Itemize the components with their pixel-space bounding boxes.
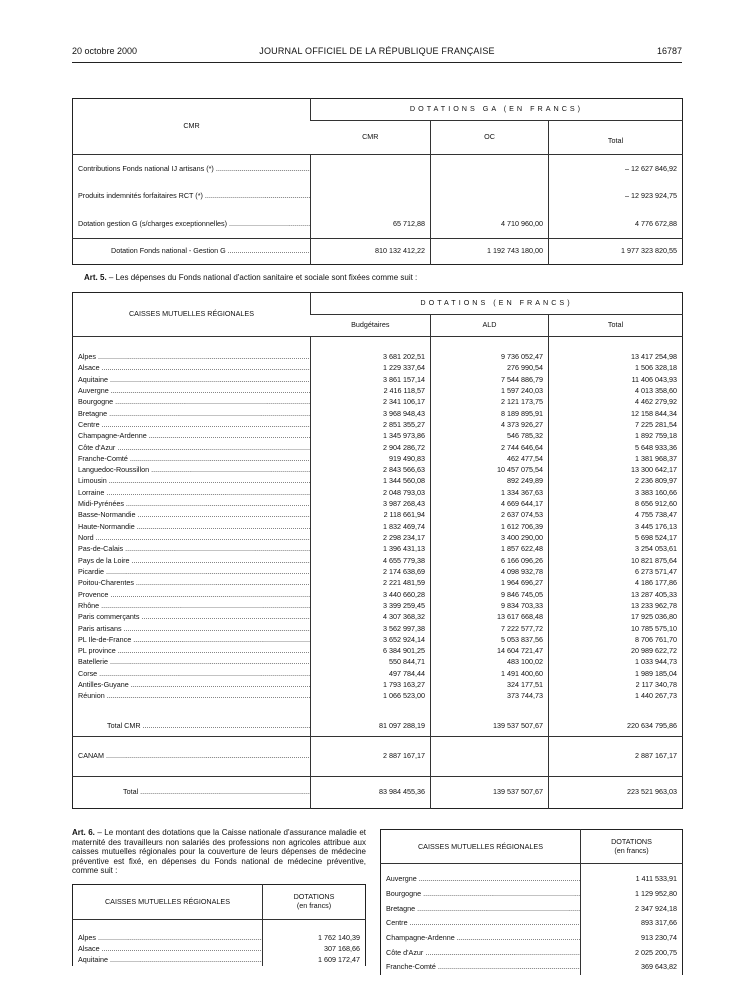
cell: 8 706 761,70 bbox=[549, 634, 683, 645]
table-row bbox=[73, 646, 683, 657]
cell: 8 656 912,60 bbox=[549, 499, 683, 510]
row-label: Produits indemnités forfaitaires RCT (*) ..... bbox=[73, 183, 311, 210]
table-row bbox=[73, 374, 683, 385]
row-label: Franche-Comté ..... bbox=[73, 453, 311, 464]
cell: 276 990,54 bbox=[431, 363, 549, 374]
table-row bbox=[381, 960, 683, 975]
article-number: Art. 5. bbox=[84, 273, 107, 282]
table-row bbox=[73, 657, 683, 668]
cell: 3 399 259,45 bbox=[311, 600, 431, 611]
table-row bbox=[73, 465, 683, 476]
table-row bbox=[73, 442, 683, 453]
row-label: Pays de la Loire ..... bbox=[73, 555, 311, 566]
cell: – 12 923 924,75 bbox=[549, 183, 683, 210]
cell: 4 307 368,32 bbox=[311, 612, 431, 623]
cell: 307 168,66 bbox=[263, 944, 366, 955]
table-row bbox=[73, 555, 683, 566]
cell: 546 785,32 bbox=[431, 431, 549, 442]
table-row bbox=[381, 901, 683, 916]
row-label: Poitou-Charentes ..... bbox=[73, 578, 311, 589]
table-row bbox=[73, 453, 683, 464]
cell: 1 411 533,91 bbox=[581, 872, 683, 887]
table-fnass-dotations bbox=[72, 292, 683, 809]
row-label: Antilles-Guyane ..... bbox=[73, 680, 311, 691]
column-header-caisses: CAISSES MUTUELLES RÉGIONALES bbox=[128, 309, 255, 319]
column-header-unit: (en francs) bbox=[296, 900, 332, 910]
table-row bbox=[73, 944, 366, 955]
table-row bbox=[381, 946, 683, 961]
cell: 2 843 566,63 bbox=[311, 465, 431, 476]
table-row bbox=[73, 634, 683, 645]
table-row bbox=[381, 887, 683, 902]
table-row bbox=[73, 363, 683, 374]
table-row bbox=[73, 600, 683, 611]
cell: 4 669 644,17 bbox=[431, 499, 549, 510]
row-label: Champagne-Ardenne ..... bbox=[73, 431, 311, 442]
cell: 10 785 575,10 bbox=[549, 623, 683, 634]
cell: 8 189 895,91 bbox=[431, 408, 549, 419]
cell: 6 273 571,47 bbox=[549, 567, 683, 578]
cell: 373 744,73 bbox=[431, 691, 549, 702]
column-header-title: DOTATIONS bbox=[611, 837, 652, 847]
canam-label: CANAM ..... bbox=[73, 736, 311, 776]
row-label: Limousin ..... bbox=[73, 476, 311, 487]
cell: 13 617 668,48 bbox=[431, 612, 549, 623]
row-label: Côte d'Azur ..... bbox=[73, 442, 311, 453]
cell: 2 744 646,64 bbox=[431, 442, 549, 453]
cell: 1 977 323 820,55 bbox=[549, 239, 683, 265]
table-row bbox=[73, 419, 683, 430]
grand-total-label: Total ..... bbox=[73, 776, 311, 808]
table-medecine-preventive-left bbox=[72, 884, 366, 966]
cell: 497 784,44 bbox=[311, 668, 431, 679]
table-row bbox=[73, 589, 683, 600]
table-medecine-preventive-right bbox=[380, 829, 683, 975]
row-label: Provence ..... bbox=[73, 589, 311, 600]
column-header: CMR bbox=[362, 132, 379, 142]
cell: 3 968 948,43 bbox=[311, 408, 431, 419]
row-label: Picardie ..... bbox=[73, 567, 311, 578]
header-rule bbox=[72, 62, 682, 63]
cell: 4 098 932,78 bbox=[431, 567, 549, 578]
cell: 3 440 660,28 bbox=[311, 589, 431, 600]
table-row bbox=[73, 431, 683, 442]
cell: 10 821 875,64 bbox=[549, 555, 683, 566]
cell: 1 334 367,63 bbox=[431, 487, 549, 498]
table-row bbox=[73, 352, 683, 363]
cell: 13 417 254,98 bbox=[549, 352, 683, 363]
row-label: Côte d'Azur ..... bbox=[381, 946, 581, 961]
cell: 2 025 200,75 bbox=[581, 946, 683, 961]
cell bbox=[311, 155, 431, 183]
cell: 3 400 290,00 bbox=[431, 533, 549, 544]
cell: 1 762 140,39 bbox=[263, 932, 366, 943]
cell: 1 857 622,48 bbox=[431, 544, 549, 555]
row-label: Pas-de-Calais ..... bbox=[73, 544, 311, 555]
cell: 3 861 157,14 bbox=[311, 374, 431, 385]
row-label: Basse-Normandie ..... bbox=[73, 510, 311, 521]
cell: 1 989 185,04 bbox=[549, 668, 683, 679]
column-header-unit: (en francs) bbox=[614, 845, 649, 855]
cell: 14 604 721,47 bbox=[431, 646, 549, 657]
cell: 7 544 886,79 bbox=[431, 374, 549, 385]
cell: 4 373 926,27 bbox=[431, 419, 549, 430]
cell: 7 225 281,54 bbox=[549, 419, 683, 430]
column-header: Total bbox=[549, 121, 683, 155]
row-label: Haute-Normandie ..... bbox=[73, 521, 311, 532]
cell: 2 887 167,17 bbox=[549, 736, 683, 776]
cell: 1 396 431,13 bbox=[311, 544, 431, 555]
table-row bbox=[73, 487, 683, 498]
cell: 4 186 177,86 bbox=[549, 578, 683, 589]
cell: 4 655 779,38 bbox=[311, 555, 431, 566]
table-row bbox=[73, 408, 683, 419]
cell: 1 066 523,00 bbox=[311, 691, 431, 702]
cell: 550 844,71 bbox=[311, 657, 431, 668]
cell: 1 964 696,27 bbox=[431, 578, 549, 589]
cell: 3 383 160,66 bbox=[549, 487, 683, 498]
cell: 1 506 328,18 bbox=[549, 363, 683, 374]
cell: 369 643,82 bbox=[581, 960, 683, 975]
cell: 1 345 973,86 bbox=[311, 431, 431, 442]
cell: 2 236 809,97 bbox=[549, 476, 683, 487]
cell: 20 989 622,72 bbox=[549, 646, 683, 657]
table-row bbox=[381, 931, 683, 946]
cell: 2 904 286,72 bbox=[311, 442, 431, 453]
table-row bbox=[73, 499, 683, 510]
row-label: Auvergne ..... bbox=[73, 386, 311, 397]
cell bbox=[431, 155, 549, 183]
row-label: Midi-Pyrénées ..... bbox=[73, 499, 311, 510]
table-row bbox=[73, 397, 683, 408]
cell: 1 612 706,39 bbox=[431, 521, 549, 532]
column-header-dotations bbox=[263, 885, 366, 920]
cell: 3 445 176,13 bbox=[549, 521, 683, 532]
table-row bbox=[381, 916, 683, 931]
table-row bbox=[73, 510, 683, 521]
cell: 2 887 167,17 bbox=[311, 736, 431, 776]
table-row bbox=[73, 386, 683, 397]
cell: 2 117 340,78 bbox=[549, 680, 683, 691]
cell: 1 229 337,64 bbox=[311, 363, 431, 374]
column-header: OC bbox=[431, 121, 549, 155]
table-row bbox=[381, 872, 683, 887]
header-journal-title: JOURNAL OFFICIEL DE LA RÉPUBLIQUE FRANÇAISE bbox=[259, 46, 495, 56]
table-row bbox=[73, 691, 683, 702]
row-label: Centre ..... bbox=[381, 916, 581, 931]
row-label: Bourgogne ..... bbox=[73, 397, 311, 408]
table-dotations-ga bbox=[72, 98, 683, 265]
row-label: Paris commerçants ..... bbox=[73, 612, 311, 623]
cell: 810 132 412,22 bbox=[311, 239, 431, 265]
cell: 4 776 672,88 bbox=[549, 210, 683, 239]
cell: 2 341 106,17 bbox=[311, 397, 431, 408]
table-row bbox=[73, 612, 683, 623]
cell: 65 712,88 bbox=[311, 210, 431, 239]
cell: 17 925 036,80 bbox=[549, 612, 683, 623]
cell: 913 230,74 bbox=[581, 931, 683, 946]
table-row bbox=[73, 544, 683, 555]
column-header: Budgétaires bbox=[351, 320, 390, 330]
column-header-title: DOTATIONS bbox=[293, 892, 335, 902]
cell: 1 609 172,47 bbox=[263, 955, 366, 966]
cell: 220 634 795,86 bbox=[549, 716, 683, 736]
cell: 1 793 163,27 bbox=[311, 680, 431, 691]
cell: 4 462 279,92 bbox=[549, 397, 683, 408]
cell: 324 177,51 bbox=[431, 680, 549, 691]
page-header bbox=[72, 46, 682, 60]
cell: 1 832 469,74 bbox=[311, 521, 431, 532]
row-label: Nord ..... bbox=[73, 533, 311, 544]
cell: 2 637 074,53 bbox=[431, 510, 549, 521]
column-header: CAISSES MUTUELLES RÉGIONALES bbox=[417, 841, 544, 851]
cell: 9 846 745,05 bbox=[431, 589, 549, 600]
cell: 12 158 844,34 bbox=[549, 408, 683, 419]
total-cmr-label: Total CMR ..... bbox=[73, 716, 311, 736]
cell: 1 192 743 180,00 bbox=[431, 239, 549, 265]
row-label: Bourgogne ..... bbox=[381, 887, 581, 902]
cell: 13 233 962,78 bbox=[549, 600, 683, 611]
cell: 1 381 968,37 bbox=[549, 453, 683, 464]
cell: 6 166 096,26 bbox=[431, 555, 549, 566]
cell: 2 298 234,17 bbox=[311, 533, 431, 544]
row-label: Aquitaine ..... bbox=[73, 374, 311, 385]
table-row bbox=[73, 932, 366, 943]
group-header: DOTATIONS GA (EN FRANCS) bbox=[311, 99, 683, 121]
cell: 9 834 703,33 bbox=[431, 600, 549, 611]
row-label: Lorraine ..... bbox=[73, 487, 311, 498]
cell: 1 597 240,03 bbox=[431, 386, 549, 397]
cell: 462 477,54 bbox=[431, 453, 549, 464]
article-text: – Les dépenses du Fonds national d'action sanitaire et sociale sont fixées comme suit : bbox=[106, 273, 418, 282]
table-row bbox=[73, 680, 683, 691]
row-label: Bretagne ..... bbox=[381, 901, 581, 916]
cell: 3 254 053,61 bbox=[549, 544, 683, 555]
row-label: Dotation Fonds national - Gestion G ..... bbox=[73, 239, 311, 265]
cell: 4 755 738,47 bbox=[549, 510, 683, 521]
article-number: Art. 6. bbox=[72, 828, 95, 837]
row-label: Alpes ..... bbox=[73, 932, 263, 943]
row-label: PL Ile-de-France ..... bbox=[73, 634, 311, 645]
table-row bbox=[73, 955, 366, 966]
row-label: Alsace ..... bbox=[73, 944, 263, 955]
cell: 2 416 118,57 bbox=[311, 386, 431, 397]
cell: 2 851 355,27 bbox=[311, 419, 431, 430]
cell: 2 347 924,18 bbox=[581, 901, 683, 916]
cell: 4 710 960,00 bbox=[431, 210, 549, 239]
table-row bbox=[73, 476, 683, 487]
cell: 892 249,89 bbox=[431, 476, 549, 487]
row-label: Alpes ..... bbox=[73, 352, 311, 363]
row-label: Languedoc-Roussillon ..... bbox=[73, 465, 311, 476]
cell: 7 222 577,72 bbox=[431, 623, 549, 634]
cell: 3 681 202,51 bbox=[311, 352, 431, 363]
cell: 919 490,83 bbox=[311, 453, 431, 464]
cell: – 12 627 846,92 bbox=[549, 155, 683, 183]
row-label: Dotation gestion G (s/charges exceptionnelles) ..... bbox=[73, 210, 311, 239]
header-page-number: 16787 bbox=[656, 46, 682, 56]
table-row bbox=[73, 521, 683, 532]
cell: 5 053 837,56 bbox=[431, 634, 549, 645]
cell: 1 491 400,60 bbox=[431, 668, 549, 679]
column-header-cmr: CMR bbox=[183, 121, 200, 131]
table-row bbox=[73, 668, 683, 679]
cell: 223 521 963,03 bbox=[549, 776, 683, 808]
cell: 3 562 997,38 bbox=[311, 623, 431, 634]
row-label: Réunion ..... bbox=[73, 691, 311, 702]
row-label: PL province ..... bbox=[73, 646, 311, 657]
cell: 6 384 901,25 bbox=[311, 646, 431, 657]
cell: 1 892 759,18 bbox=[549, 431, 683, 442]
cell: 4 013 358,60 bbox=[549, 386, 683, 397]
cell: 483 100,02 bbox=[431, 657, 549, 668]
table-row bbox=[73, 578, 683, 589]
cell: 11 406 043,93 bbox=[549, 374, 683, 385]
row-label: Aquitaine ..... bbox=[73, 955, 263, 966]
column-header-dotations bbox=[581, 830, 683, 864]
cell: 139 537 507,67 bbox=[431, 716, 549, 736]
column-header: CAISSES MUTUELLES RÉGIONALES bbox=[104, 896, 231, 906]
cell: 2 118 661,94 bbox=[311, 510, 431, 521]
row-label: Alsace ..... bbox=[73, 363, 311, 374]
row-label: Corse ..... bbox=[73, 668, 311, 679]
row-label: Auvergne ..... bbox=[381, 872, 581, 887]
cell: 13 287 405,33 bbox=[549, 589, 683, 600]
cell: 2 174 638,69 bbox=[311, 567, 431, 578]
header-date: 20 octobre 2000 bbox=[72, 46, 138, 56]
cell: 83 984 455,36 bbox=[311, 776, 431, 808]
cell: 9 736 052,47 bbox=[431, 352, 549, 363]
table-row bbox=[73, 623, 683, 634]
cell: 2 048 793,03 bbox=[311, 487, 431, 498]
cell: 1 344 560,08 bbox=[311, 476, 431, 487]
cell bbox=[311, 183, 431, 210]
cell: 2 221 481,59 bbox=[311, 578, 431, 589]
cell: 13 300 642,17 bbox=[549, 465, 683, 476]
row-label: Centre ..... bbox=[73, 419, 311, 430]
group-header: DOTATIONS (EN FRANCS) bbox=[311, 293, 683, 315]
article-5 bbox=[84, 273, 684, 283]
row-label: Bretagne ..... bbox=[73, 408, 311, 419]
cell: 1 129 952,80 bbox=[581, 887, 683, 902]
cell: 3 652 924,14 bbox=[311, 634, 431, 645]
article-text: – Le montant des dotations que la Caisse nationale d'assurance maladie et maternité des travailleurs non salariés des professions non agricoles attribue aux caisses mutuelles régionales pour la couverture de leurs dépenses de médecine préventive est fixé, en dépenses du Fonds national de médecine préventive, comme suit : bbox=[72, 828, 366, 875]
row-label: Rhône ..... bbox=[73, 600, 311, 611]
table-row bbox=[73, 533, 683, 544]
cell: 1 033 944,73 bbox=[549, 657, 683, 668]
row-label: Batellerie ..... bbox=[73, 657, 311, 668]
cell: 2 121 173,75 bbox=[431, 397, 549, 408]
cell: 5 648 933,36 bbox=[549, 442, 683, 453]
table-row bbox=[73, 567, 683, 578]
cell bbox=[431, 183, 549, 210]
row-label: Franche-Comté ..... bbox=[381, 960, 581, 975]
cell: 1 440 267,73 bbox=[549, 691, 683, 702]
column-header: Total bbox=[549, 315, 683, 337]
cell bbox=[431, 736, 549, 776]
row-label: Contributions Fonds national IJ artisans (*) ..... bbox=[73, 155, 311, 183]
article-6 bbox=[72, 828, 366, 876]
cell: 893 317,66 bbox=[581, 916, 683, 931]
cell: 10 457 075,54 bbox=[431, 465, 549, 476]
row-label: Champagne-Ardenne ..... bbox=[381, 931, 581, 946]
column-header: ALD bbox=[431, 315, 549, 337]
cell: 3 987 268,43 bbox=[311, 499, 431, 510]
cell: 81 097 288,19 bbox=[311, 716, 431, 736]
row-label: Paris artisans ..... bbox=[73, 623, 311, 634]
cell: 139 537 507,67 bbox=[431, 776, 549, 808]
cell: 5 698 524,17 bbox=[549, 533, 683, 544]
